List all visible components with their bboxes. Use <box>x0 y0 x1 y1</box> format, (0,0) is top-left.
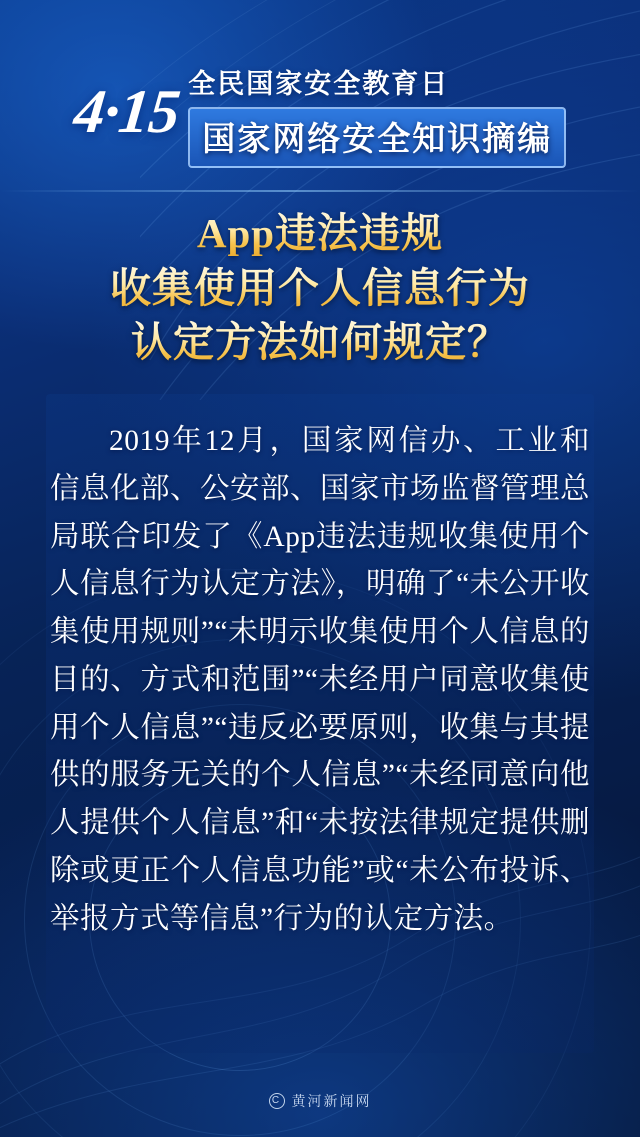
copyright-icon: C <box>269 1093 285 1109</box>
source-label: 黄河新闻网 <box>291 1093 372 1109</box>
divider-glow-top <box>0 190 640 192</box>
title-line-3: 认定方法如何规定？ <box>0 315 640 370</box>
body-panel <box>46 394 594 1053</box>
header-text-group <box>188 62 566 168</box>
header-subtitle: 全民国家安全教育日 <box>188 69 450 99</box>
title-line-2: 收集使用个人信息行为 <box>0 261 640 316</box>
page-title <box>0 206 640 370</box>
header-banner <box>0 56 640 174</box>
title-line-1: App违法违规 <box>0 206 640 261</box>
date-mark: 4·15 <box>70 78 183 146</box>
footer-credit <box>0 1091 640 1111</box>
header-title: 国家网络安全知识摘编 <box>188 107 566 168</box>
body-paragraph: 2019年12月，国家网信办、工业和信息化部、公安部、国家市场监督管理总局联合印发了《App违法违规收集使用个人信息行为认定方法》，明确了“未公开收集使用规则”“未明示收集使用个人信息的目的、方式和范围”“未经用户同意收集使用个人信息”“违反必要原则，收集与其提供的服务无关的个人信息”“未经同意向他人提供个人信息”和“未按法律规定提供删除或更正个人信息功能”或“未公布投诉、举报方式等信息”行为的认定方法。 <box>50 425 591 935</box>
